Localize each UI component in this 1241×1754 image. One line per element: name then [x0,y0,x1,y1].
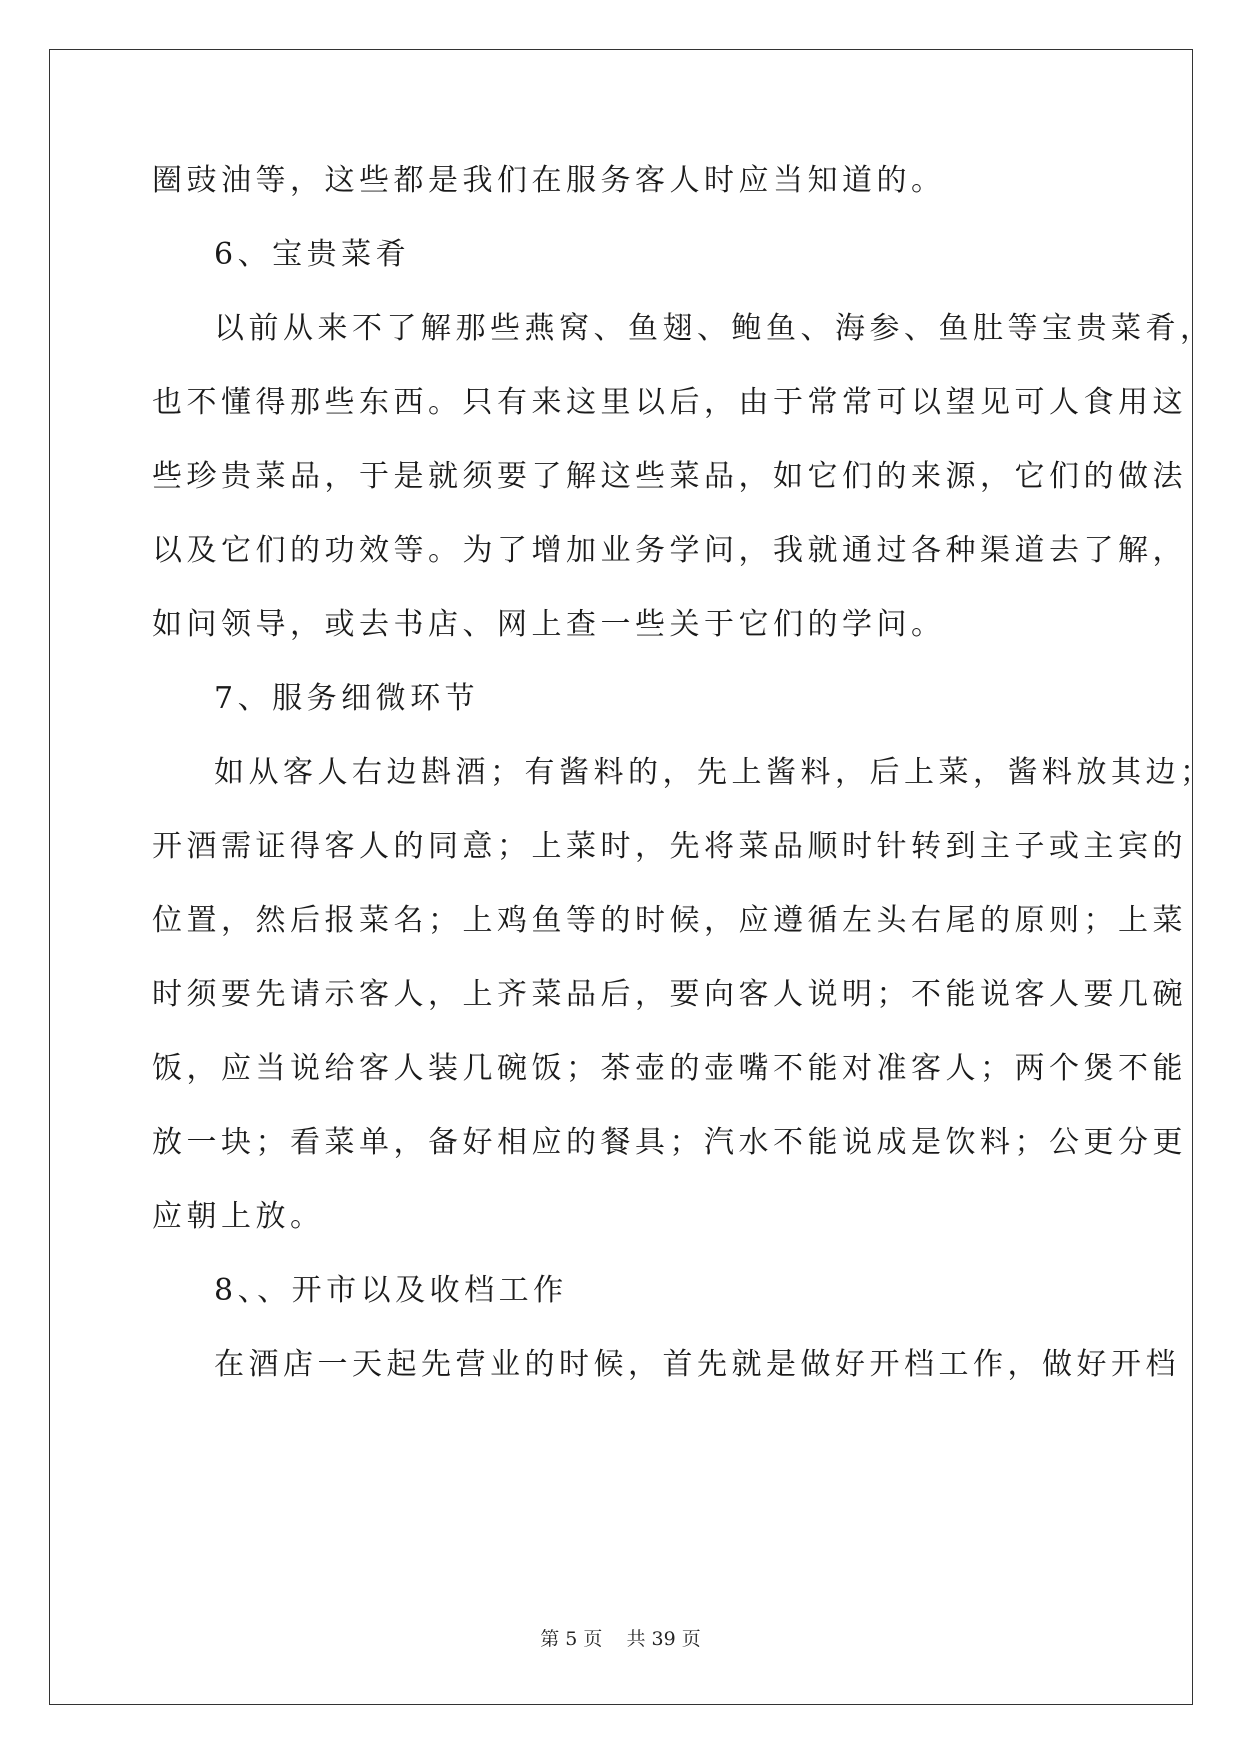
paragraph-line: 些珍贵菜品，于是就须要了解这些菜品，如它们的来源，它们的做法 [152,459,1187,494]
paragraph-line: 位置，然后报菜名；上鸡鱼等的时候，应遵循左头右尾的原则；上菜 [152,903,1187,938]
paragraph-line: 如问领导，或去书店、网上查一些关于它们的学问。 [152,607,946,642]
paragraph-line: 也不懂得那些东西。只有来这里以后，由于常常可以望见可人食用这 [152,385,1187,420]
paragraph-line: 如从客人右边斟酒；有酱料的，先上酱料，后上菜，酱料放其边； [214,755,1215,790]
paragraph-line: 以及它们的功效等。为了增加业务学问，我就通过各种渠道去了解， [152,533,1187,568]
paragraph-line: 开酒需证得客人的同意；上菜时，先将菜品顺时针转到主子或主宾的 [152,829,1187,864]
paragraph-line: 放一块；看菜单，备好相应的餐具；汽水不能说成是饮料；公更分更 [152,1125,1187,1160]
section-heading: 6、宝贵菜肴 [214,237,411,272]
paragraph-line: 圈豉油等，这些都是我们在服务客人时应当知道的。 [152,163,946,198]
section-heading: 8、、开市以及收档工作 [214,1273,568,1308]
section-heading: 7、服务细微环节 [214,681,480,716]
page-total: 共 39 页 [626,1628,701,1650]
paragraph-line: 在酒店一天起先营业的时候，首先就是做好开档工作，做好开档 [214,1347,1180,1382]
paragraph-line: 应朝上放。 [152,1199,325,1234]
page-border [49,49,1193,1705]
paragraph-line: 饭，应当说给客人装几碗饭；茶壶的壶嘴不能对准客人；两个煲不能 [152,1051,1187,1086]
paragraph-line: 时须要先请示客人，上齐菜品后，要向客人说明；不能说客人要几碗 [152,977,1187,1012]
page-footer [0,1624,1241,1651]
page-number: 第 5 页 [540,1628,603,1650]
paragraph-line: 以前从来不了解那些燕窝、鱼翅、鲍鱼、海参、鱼肚等宝贵菜肴， [214,311,1215,346]
